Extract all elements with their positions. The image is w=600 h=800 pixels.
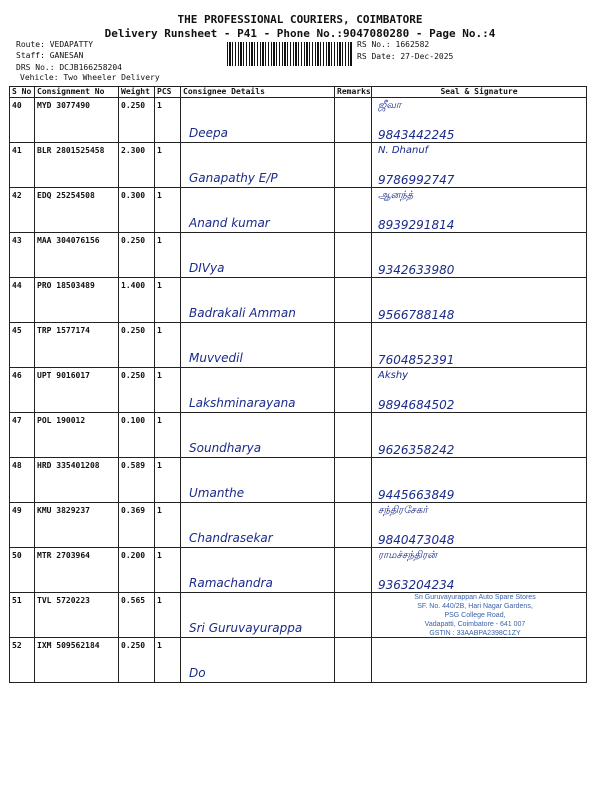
pcs-cell: 1 — [155, 278, 181, 323]
handwritten-signature: ராமச்சந்திரன் — [378, 550, 437, 561]
remarks-cell — [335, 548, 372, 593]
handwritten-phone-number: 9342633980 — [378, 263, 455, 277]
handwritten-phone-number: 9626358242 — [378, 443, 455, 457]
seal-signature-cell — [372, 278, 587, 323]
weight-cell: 0.200 — [119, 548, 155, 593]
consignee-handwritten-name: Deepa — [189, 126, 228, 140]
stamp-line: Sri Guruvayurappan Auto Spare Stores — [414, 594, 536, 601]
serial-number-cell: 51 — [10, 593, 35, 638]
weight-cell: 0.250 — [119, 323, 155, 368]
consignee-cell — [181, 413, 335, 458]
consignment-number-cell: MYD 3077490 — [35, 98, 119, 143]
remarks-cell — [335, 98, 372, 143]
seal-signature-cell — [372, 188, 587, 233]
col-header-remarks: Remarks — [335, 87, 372, 98]
consignment-number-cell: POL 190012 — [35, 413, 119, 458]
table-row — [10, 638, 587, 683]
weight-cell: 0.300 — [119, 188, 155, 233]
consignee-cell — [181, 593, 335, 638]
handwritten-phone-number: 9843442245 — [378, 128, 455, 142]
remarks-cell — [335, 503, 372, 548]
table-row — [10, 368, 587, 413]
consignee-cell — [181, 503, 335, 548]
serial-number-cell: 46 — [10, 368, 35, 413]
remarks-cell — [335, 278, 372, 323]
table-row — [10, 278, 587, 323]
seal-signature-cell — [372, 368, 587, 413]
consignment-number-cell: IXM 509562184 — [35, 638, 119, 683]
handwritten-signature: ஜீவா — [378, 100, 402, 111]
pcs-cell: 1 — [155, 593, 181, 638]
runsheet-subtitle: Delivery Runsheet - P41 - Phone No.:9047080280 - Page No.:4 — [104, 27, 496, 40]
handwritten-phone-number: 8939291814 — [378, 218, 455, 232]
seal-signature-cell — [372, 458, 587, 503]
pcs-cell: 1 — [155, 98, 181, 143]
consignee-handwritten-name: Lakshminarayana — [189, 396, 296, 410]
serial-number-cell: 40 — [10, 98, 35, 143]
seal-signature-cell — [372, 593, 587, 638]
table-row — [10, 188, 587, 233]
table-row — [10, 233, 587, 278]
serial-number-cell: 50 — [10, 548, 35, 593]
pcs-cell: 1 — [155, 458, 181, 503]
consignment-number-cell: MAA 304076156 — [35, 233, 119, 278]
handwritten-phone-number: 9566788148 — [378, 308, 455, 322]
remarks-cell — [335, 413, 372, 458]
table-row — [10, 503, 587, 548]
consignee-handwritten-name: Sri Guruvayurappa — [189, 621, 303, 635]
col-header-consignment: Consignment No — [35, 87, 119, 98]
handwritten-signature: Akshy — [378, 370, 409, 381]
table-row — [10, 593, 587, 638]
stamp-line: GSTIN : 33AABPA2398C1ZY — [429, 630, 521, 637]
serial-number-cell: 41 — [10, 143, 35, 188]
seal-signature-cell — [372, 233, 587, 278]
consignee-handwritten-name: Muvvedil — [189, 351, 243, 365]
consignee-cell — [181, 323, 335, 368]
handwritten-signature: N. Dhanuf — [378, 145, 429, 156]
consignee-cell — [181, 233, 335, 278]
consignee-cell — [181, 638, 335, 683]
document-title: THE PROFESSIONAL COURIERS, COIMBATORE — [177, 13, 423, 26]
seal-signature-cell — [372, 413, 587, 458]
weight-cell: 2.300 — [119, 143, 155, 188]
consignment-number-cell: PRO 18503489 — [35, 278, 119, 323]
weight-cell: 0.100 — [119, 413, 155, 458]
weight-cell: 0.250 — [119, 98, 155, 143]
stamp-line: SF. No. 440/2B, Hari Nagar Gardens, — [417, 603, 533, 610]
remarks-cell — [335, 143, 372, 188]
consignee-handwritten-name: DIVya — [189, 261, 225, 275]
serial-number-cell: 47 — [10, 413, 35, 458]
table-row — [10, 323, 587, 368]
barcode — [227, 42, 353, 66]
col-header-consignee: Consignee Details — [181, 87, 335, 98]
stamp-line: Vadapatti, Coimbatore - 641 007 — [424, 621, 526, 628]
consignee-cell — [181, 278, 335, 323]
remarks-cell — [335, 323, 372, 368]
pcs-cell: 1 — [155, 233, 181, 278]
seal-signature-cell — [372, 503, 587, 548]
col-header-pcs: PCS — [155, 87, 181, 98]
drs-number: DRS No.: DCJB166258204 — [16, 63, 122, 72]
col-header-seal-signature: Seal & Signature — [372, 87, 587, 98]
consignment-number-cell: MTR 2703964 — [35, 548, 119, 593]
runsheet-table — [9, 86, 587, 683]
table-row — [10, 413, 587, 458]
handwritten-phone-number: 9786992747 — [378, 173, 455, 187]
pcs-cell: 1 — [155, 413, 181, 458]
pcs-cell: 1 — [155, 188, 181, 233]
handwritten-phone-number: 9840473048 — [378, 533, 455, 547]
pcs-cell: 1 — [155, 503, 181, 548]
serial-number-cell: 52 — [10, 638, 35, 683]
weight-cell: 0.250 — [119, 233, 155, 278]
weight-cell: 0.369 — [119, 503, 155, 548]
rs-date: RS Date: 27-Dec-2025 — [357, 52, 454, 61]
consignee-handwritten-name: Do — [189, 666, 206, 680]
consignment-number-cell: TRP 1577174 — [35, 323, 119, 368]
seal-signature-cell — [372, 143, 587, 188]
consignee-handwritten-name: Ramachandra — [189, 576, 273, 590]
handwritten-phone-number: 9445663849 — [378, 488, 455, 502]
serial-number-cell: 42 — [10, 188, 35, 233]
handwritten-phone-number: 9894684502 — [378, 398, 455, 412]
serial-number-cell: 45 — [10, 323, 35, 368]
consignee-cell — [181, 458, 335, 503]
seal-signature-cell — [372, 323, 587, 368]
consignee-cell — [181, 98, 335, 143]
remarks-cell — [335, 638, 372, 683]
consignment-number-cell: HRD 335401208 — [35, 458, 119, 503]
stamp-line: PSG College Road, — [444, 612, 506, 619]
table-header-row — [10, 87, 587, 98]
consignment-number-cell: EDQ 25254508 — [35, 188, 119, 233]
handwritten-signature: சந்திரசேகர் — [378, 505, 428, 516]
pcs-cell: 1 — [155, 368, 181, 413]
seal-signature-cell — [372, 638, 587, 683]
consignee-handwritten-name: Ganapathy E/P — [189, 171, 278, 185]
consignment-number-cell: UPT 9016017 — [35, 368, 119, 413]
table-row — [10, 548, 587, 593]
consignee-handwritten-name: Anand kumar — [189, 216, 270, 230]
handwritten-phone-number: 7604852391 — [378, 353, 455, 367]
consignment-number-cell: BLR 2801525458 — [35, 143, 119, 188]
consignee-cell — [181, 368, 335, 413]
table-row — [10, 98, 587, 143]
consignee-handwritten-name: Chandrasekar — [189, 531, 273, 545]
handwritten-signature: ஆனந்த் — [378, 190, 414, 201]
remarks-cell — [335, 188, 372, 233]
serial-number-cell: 44 — [10, 278, 35, 323]
consignee-handwritten-name: Soundharya — [189, 441, 262, 455]
consignment-number-cell: TVL 5720223 — [35, 593, 119, 638]
seal-signature-cell — [372, 548, 587, 593]
consignee-handwritten-name: Umanthe — [189, 486, 245, 500]
consignee-cell — [181, 143, 335, 188]
consignee-cell — [181, 548, 335, 593]
col-header-weight: Weight — [119, 87, 155, 98]
consignment-number-cell: KMU 3829237 — [35, 503, 119, 548]
route-label: Route: VEDAPATTY — [16, 40, 94, 49]
consignee-cell — [181, 188, 335, 233]
remarks-cell — [335, 593, 372, 638]
serial-number-cell: 49 — [10, 503, 35, 548]
table-row — [10, 143, 587, 188]
weight-cell: 0.589 — [119, 458, 155, 503]
handwritten-phone-number: 9363204234 — [378, 578, 455, 592]
remarks-cell — [335, 458, 372, 503]
pcs-cell: 1 — [155, 323, 181, 368]
table-row — [10, 458, 587, 503]
serial-number-cell: 43 — [10, 233, 35, 278]
serial-number-cell: 48 — [10, 458, 35, 503]
vehicle-label: Vehicle: Two Wheeler Delivery — [20, 73, 160, 82]
weight-cell: 0.250 — [119, 368, 155, 413]
staff-label: Staff: GANESAN — [16, 51, 84, 60]
company-seal-stamp — [386, 593, 564, 638]
col-header-sno: S No — [10, 87, 35, 98]
remarks-cell — [335, 368, 372, 413]
weight-cell: 0.565 — [119, 593, 155, 638]
weight-cell: 1.400 — [119, 278, 155, 323]
pcs-cell: 1 — [155, 143, 181, 188]
consignee-handwritten-name: Badrakali Amman — [189, 306, 296, 320]
seal-signature-cell — [372, 98, 587, 143]
remarks-cell — [335, 233, 372, 278]
pcs-cell: 1 — [155, 638, 181, 683]
pcs-cell: 1 — [155, 548, 181, 593]
weight-cell: 0.250 — [119, 638, 155, 683]
rs-number: RS No.: 1662582 — [357, 40, 430, 49]
